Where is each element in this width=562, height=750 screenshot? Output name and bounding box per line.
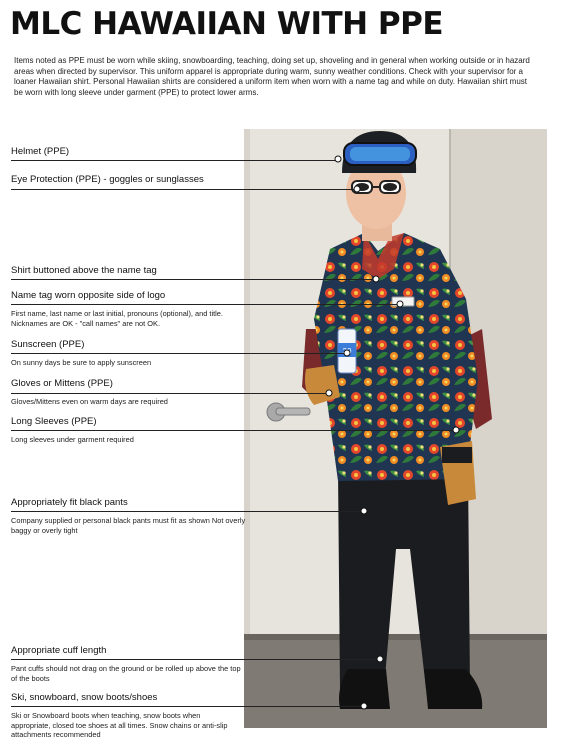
callout-description: Company supplied or personal black pants must fit as shown Not overly baggy or overly tight bbox=[11, 516, 246, 535]
callout-helmet bbox=[11, 146, 341, 158]
leader-line-boots bbox=[11, 706, 364, 707]
callout-label: Name tag worn opposite side of logo bbox=[11, 290, 166, 301]
intro-paragraph: Items noted as PPE must be worn while skiing, snowboarding, teaching, doing set up, shoveling and in general when working outside or in hazard areas when directed by supervisor. This uniform apparel is appropriate during warm, sunny weather conditions. Check with your supervisor for a loaner Hawaiian shirt. Personal Hawaiian shirts are considered a uniform item when worn with a name tag and while on duty. Hawaiian shirt must be worn with long sleeve under garment (PPE) to protect lower arms. bbox=[14, 56, 530, 97]
marker-shirt bbox=[373, 276, 380, 283]
callout-label: Shirt buttoned above the name tag bbox=[11, 265, 157, 276]
callout-shirt-buttoned bbox=[11, 265, 341, 277]
marker-gloves bbox=[326, 390, 333, 397]
callout-label: Gloves or Mittens (PPE) bbox=[11, 378, 113, 389]
leader-line-helmet bbox=[11, 160, 338, 161]
marker-long-sleeves bbox=[453, 427, 460, 434]
leader-line-shirt bbox=[11, 279, 376, 280]
callout-label: Ski, snowboard, snow boots/shoes bbox=[11, 692, 158, 703]
callout-label: Appropriately fit black pants bbox=[11, 497, 128, 508]
leader-line-sunscreen bbox=[11, 353, 348, 354]
callout-description: Long sleeves under garment required bbox=[11, 435, 134, 444]
callout-eye-protection bbox=[11, 174, 341, 186]
leader-line-pants bbox=[11, 511, 364, 512]
callout-description: Pant cuffs should not drag on the ground or be rolled up above the top of the boots bbox=[11, 664, 241, 683]
marker-name-tag bbox=[397, 301, 404, 308]
callout-label: Eye Protection (PPE) - goggles or sunglasses bbox=[11, 174, 204, 185]
leader-line-long-sleeves bbox=[11, 430, 455, 431]
marker-pants bbox=[361, 508, 368, 515]
callout-cuff-length bbox=[11, 645, 341, 683]
callout-description: Gloves/Mittens even on warm days are required bbox=[11, 397, 168, 406]
callout-label: Helmet (PPE) bbox=[11, 146, 70, 157]
marker-sunscreen bbox=[344, 350, 351, 357]
leader-line-cuff bbox=[11, 659, 380, 660]
marker-eye-protection bbox=[354, 186, 361, 193]
marker-boots bbox=[361, 703, 368, 710]
callout-description: Ski or Snowboard boots when teaching, snow boots when appropriate, closed toe shoes at all times. Snow chains or anti-slip attachments recommended bbox=[11, 711, 228, 739]
leader-line-name-tag bbox=[11, 304, 400, 305]
callout-label: Appropriate cuff length bbox=[11, 645, 107, 656]
callout-boots bbox=[11, 692, 341, 740]
callout-description: On sunny days be sure to apply sunscreen bbox=[11, 358, 152, 367]
callout-description: First name, last name or last initial, pronouns (optional), and title. Nicknames are OK - "call names" are not OK. bbox=[11, 309, 223, 328]
leader-line-eye-protection bbox=[11, 189, 358, 190]
callout-label: Long Sleeves (PPE) bbox=[11, 416, 97, 427]
leader-line-gloves bbox=[11, 393, 329, 394]
marker-helmet bbox=[335, 156, 342, 163]
page-title: MLC HAWAIIAN WITH PPE bbox=[10, 6, 444, 42]
callout-label: Sunscreen (PPE) bbox=[11, 339, 85, 350]
callout-black-pants bbox=[11, 497, 341, 535]
callout-name-tag bbox=[11, 290, 341, 328]
marker-cuff bbox=[377, 656, 384, 663]
